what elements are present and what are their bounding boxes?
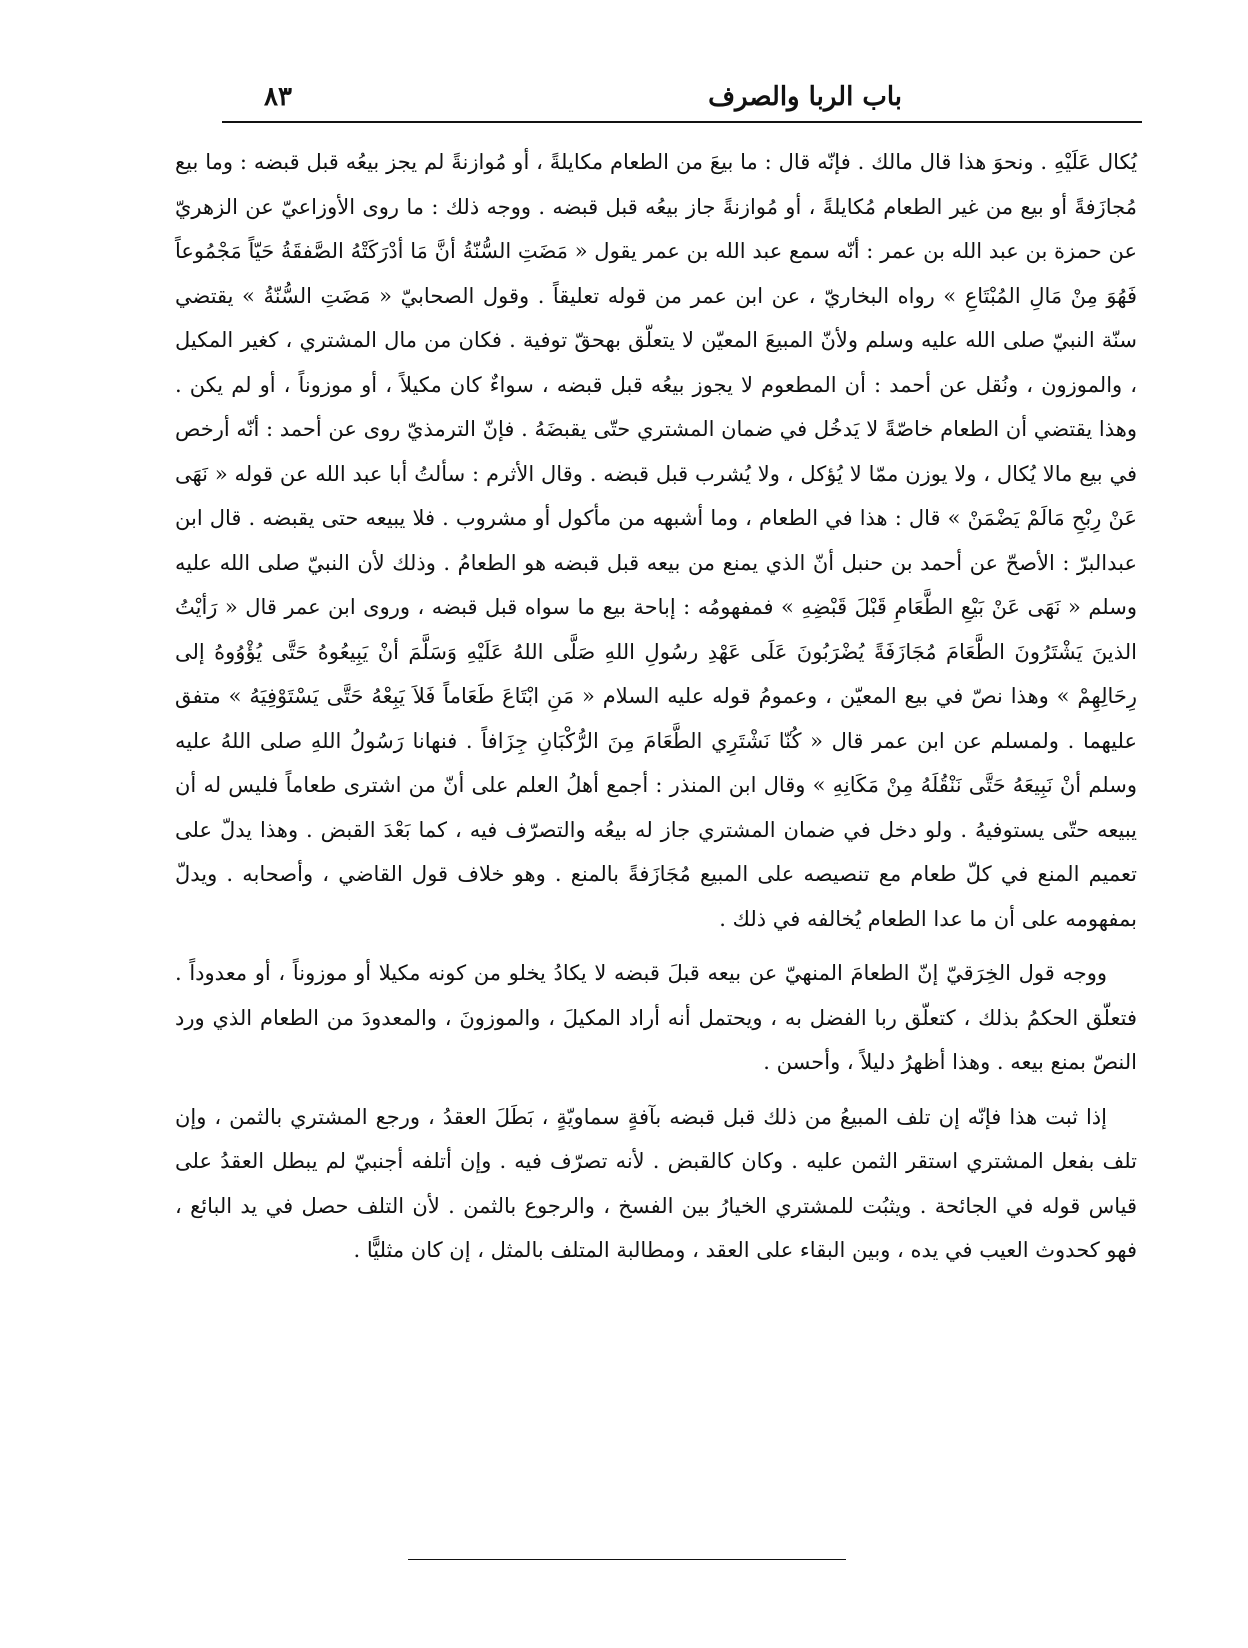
body-text xyxy=(175,140,1137,1283)
page-header xyxy=(222,82,1052,116)
paragraph-2: ووجه قول الخِرَقيّ إنّ الطعامَ المنهيّ عن بيعه قبلَ قبضه لا يكادُ يخلو من كونه مكيلا أو موزوناً ، أو معدوداً . فتعلّق الحكمُ بذلك ، كتعلّق ربا الفضل به ، ويحتمل أنه أراد المكيلَ ، والموزونَ ، والمعدودَ من الطعام الذي ورد النصّ بمنع بيعه . وهذا أظهرُ دليلاً ، وأحسن . xyxy=(175,961,1137,1074)
running-title: باب الربا والصرف xyxy=(708,82,902,112)
page-number: ٨٣ xyxy=(264,82,292,112)
paragraph-3: إذا ثبت هذا فإنّه إن تلف المبيعُ من ذلك قبل قبضه بآفةٍ سماويّةٍ ، بَطَلَ العقدُ ، ورجع المشتري بالثمن ، وإن تلف بفعل المشتري استقر الثمن عليه . وكان كالقبض . لأنه تصرّف فيه . وإن أتلفه أجنبيّ لم يبطل العقدُ على قياس قوله في الجائحة . ويثبُت للمشتري الخيارُ بين الفسخ ، والرجوع بالثمن . لأن التلف حصل في يد البائع ، فهو كحدوث العيب في يده ، وبين البقاء على العقد ، ومطالبة المتلف بالمثل ، إن كان مثليًّا . xyxy=(175,1104,1137,1262)
paragraph-1: يُكال عَلَيْهِ . ونحوَ هذا قال مالك . فإنّه قال : ما بيعَ من الطعام مكايلةً ، أو مُوازنةً لم يجز بيعُه قبل قبضه : وما بيع مُجازَفةً أو بيع من غير الطعام مُكايلةً ، أو مُوازنةً جاز بيعُه قبل قبضه . ووجه ذلك : ما روى الأوزاعيّ عن الزهريّ عن حمزة بن عبد الله بن عمر : أنّه سمع عبد الله بن عمر يقول « مَضَتِ السُّنّةُ أنَّ مَا أدْرَكَتْهُ الصَّفقَةُ حَيّاً مَجْمُوعاً فَهُوَ مِنْ مَالِ المُبْتَاعِ » رواه البخاريّ ، عن ابن عمر من قوله تعليقاً . وقول الصحابيّ « مَضَتِ السُّنّةُ » يقتضي سنّة النبيّ صلى الله عليه وسلم ولأنّ المبيعَ المعيّن لا يتعلّق بهحقّ توفية . فكان من مال المشتري ، كغير المكيل ، والموزون ، ونُقل عن أحمد : أن المطعوم لا يجوز بيعُه قبل قبضه ، سواءٌ كان مكيلاً ، أو موزوناً ، أو لم يكن . وهذا يقتضي أن الطعام خاصّةً لا يَدخُل في ضمان المشتري حتّى يقبضَهُ . فإنّ الترمذيّ روى عن أحمد : أنّه أرخص في بيع مالا يُكال ، ولا يوزن ممّا لا يُؤكل ، ولا يُشرب قبل قبضه . وقال الأثرم : سألتُ أبا عبد الله عن قوله « نَهَى عَنْ رِبْحِ مَالَمْ يَضْمَنْ » قال : هذا في الطعام ، وما أشبهه من مأكول أو مشروب . فلا يبيعه حتى يقبضه . قال ابن عبدالبرّ : الأصحّ عن أحمد بن حنبل أنّ الذي يمنع من بيعه قبل قبضه هو الطعامُ . وذلك لأن النبيّ صلى الله عليه وسلم « نَهَى عَنْ بَيْعِ الطَّعَامِ قَبْلَ قَبْضِهِ » فمفهومُه : إباحة بيع ما سواه قبل قبضه ، وروى ابن عمر قال « رَأيْتُ الذينَ يَشْتَرُونَ الطَّعَامَ مُجَازَفَةً يُضْرَبُونَ عَلَى عَهْدِ رسُولِ اللهِ صَلَّى اللهُ عَلَيْهِ وَسَلَّمَ أنْ يَبِيعُوهُ حَتَّى يُؤْوُوهُ إلى رِحَالِهِمْ » وهذا نصّ في بيع المعيّن ، وعمومُ قوله عليه السلام « مَنِ ابْتَاعَ طَعَاماً فَلاَ يَبِعْهُ حَتَّى يَسْتَوْفِيَهُ » متفق عليهما . ولمسلم عن ابن عمر قال « كُنّا نَشْتَرِي الطَّعَامَ مِنَ الرُّكْبَانِ جِزَافاً . فنهانا رَسُولُ اللهِ صلى اللهُ عليه وسلم أنْ نَبِيعَهُ حَتَّى نَنْقُلَهُ مِنْ مَكَانِهِ » وقال ابن المنذر : أجمع أهلُ العلم على أنّ من اشترى طعاماً فليس له أن يبيعه حتّى يستوفيهُ . ولو دخل في ضمان المشتري جاز له بيعُه والتصرّف فيه ، كما بَعْدَ القبض . وهذا يدلّ على تعميم المنع في كلّ طعام مع تنصيصه على المبيع مُجَازَفةً بالمنع . وهو خلاف قول القاضي ، وأصحابه . ويدلّ بمفهومه على أن ما عدا الطعام يُخالفه في ذلك . xyxy=(175,150,1137,931)
footer-rule xyxy=(408,1559,846,1560)
header-rule xyxy=(222,121,1142,123)
